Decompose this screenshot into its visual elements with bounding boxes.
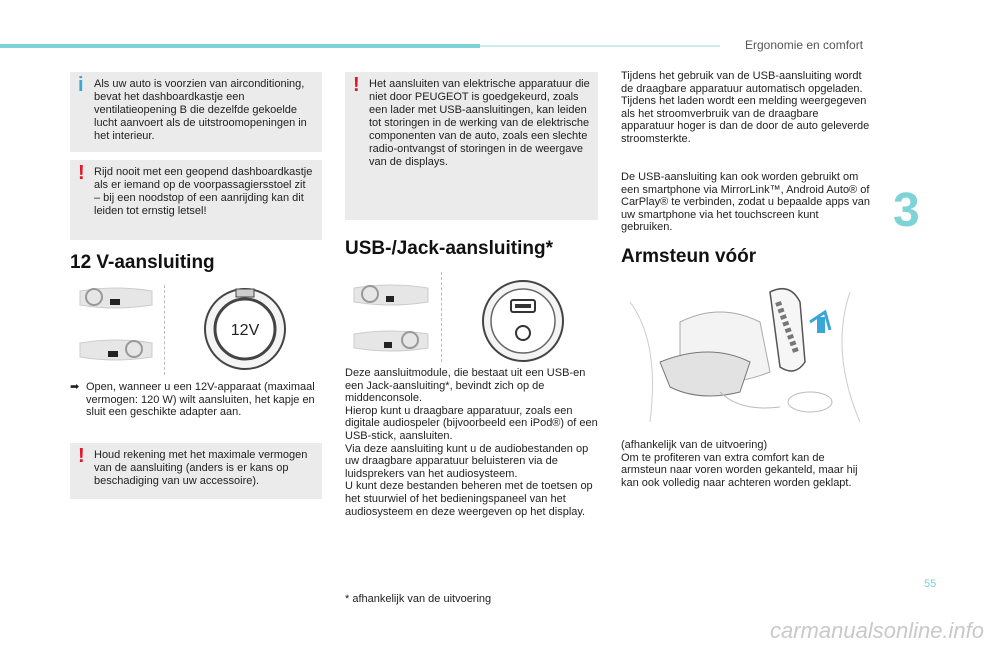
warning-icon: ! xyxy=(78,445,85,467)
illustration-divider xyxy=(164,285,165,375)
dashboard-location-top-icon xyxy=(78,283,154,313)
warning-note-text: Rijd nooit met een geopend dashboardkastje als er iemand op de voorpassagiersstoel zit – bij een noodstop of een aanrijding kan dit leiden tot ernstig letsel! xyxy=(94,166,313,217)
console-location-top-icon xyxy=(352,280,430,310)
header-accent-bar xyxy=(0,44,480,48)
warning-note-12v-text: Houd rekening met het maximale vermogen van de aansluiting (anders is er kans op beschadiging van uw accessoire). xyxy=(94,449,308,487)
socket-12v-label: 12V xyxy=(230,322,260,339)
usb-jack-socket-illustration xyxy=(480,278,566,364)
12v-socket-illustration xyxy=(200,285,290,373)
chapter-number: 3 xyxy=(893,184,920,237)
info-note-glovebox xyxy=(70,72,322,152)
bullet-12v-instruction xyxy=(70,381,320,419)
warning-icon: ! xyxy=(78,162,85,184)
watermark: carmanualsonline.info xyxy=(770,618,984,643)
console-location-bottom-icon xyxy=(352,326,430,356)
warning-note-glovebox xyxy=(70,160,322,240)
heading-armrest: Armsteun vóór xyxy=(621,246,757,267)
warning-note-12v xyxy=(70,443,322,499)
info-note-text: Als uw auto is voorzien van airconditioning, bevat het dashboardkastje een ventilatieopening B die dezelfde gekoelde lucht aanvoert als de uitstroomopeningen in het interieur. xyxy=(94,78,307,142)
illustration-divider xyxy=(441,272,442,362)
bullet-12v-text: Open, wanneer u een 12V-apparaat (maximaal vermogen: 120 W) wilt aansluiten, het kapje en sluit een geschikte adapter aan. xyxy=(86,381,315,419)
warning-note-electrical xyxy=(345,72,598,220)
usb-charging-text: Tijdens het gebruik van de USB-aansluiting wordt de draagbare apparatuur automatisch opgeladen. Tijdens het laden wordt een melding weergegeven als het stroomverbruik van de draagbare apparatuur hoger is dan de door de auto geleverde stroomsterkte. xyxy=(621,70,870,145)
page-number: 55 xyxy=(924,578,937,590)
armrest-description: (afhankelijk van de uitvoering) Om te profiteren van extra comfort kan de armsteun naar voren worden gekanteld, maar hij kan ook volledig naar achteren worden geklapt. xyxy=(621,439,858,489)
heading-12v: 12 V-aansluiting xyxy=(70,252,215,273)
footnote: * afhankelijk van de uitvoering xyxy=(345,593,492,605)
arrow-icon: ➡ xyxy=(70,381,80,393)
heading-usb: USB-/Jack-aansluiting* xyxy=(345,238,553,259)
header-accent-bar-light xyxy=(480,45,720,47)
warning-icon: ! xyxy=(353,74,360,96)
front-armrest-illustration xyxy=(620,282,868,432)
info-icon: i xyxy=(78,74,84,96)
usb-description: Deze aansluitmodule, die bestaat uit een USB-en een Jack-aansluiting*, bevindt zich op de middenconsole. Hierop kunt u draagbare apparatuur, zoals een digitale audiospeler (bijvoorbeeld een iPod®) of een USB-stick, aansluiten. Via deze aansluiting kunt u de audiobestanden op uw draagbare apparatuur beluisteren via de luidsprekers van het audiosysteem. U kunt deze bestanden beheren met de toetsen op het stuurwiel of het bedieningspaneel van het audiosysteem en deze weergeven op het display. xyxy=(345,367,598,518)
smartphone-connect-text: De USB-aansluiting kan ook worden gebruikt om een smartphone via MirrorLink™, Android Auto® of CarPlay® te verbinden, zodat u bepaalde apps van uw smartphone via het touchscreen kunt gebruiken. xyxy=(621,171,871,234)
warning-note-electrical-text: Het aansluiten van elektrische apparatuur die niet door PEUGEOT is goedgekeurd, zoals een lader met USB-aansluitingen, kan leiden tot storingen in de werking van de elektrische componenten van de auto, zoals een slechte radio-ontvangst of storingen in de weergave van de displays. xyxy=(369,78,590,168)
dashboard-location-bottom-icon xyxy=(78,335,154,365)
section-title: Ergonomie en comfort xyxy=(745,38,864,52)
